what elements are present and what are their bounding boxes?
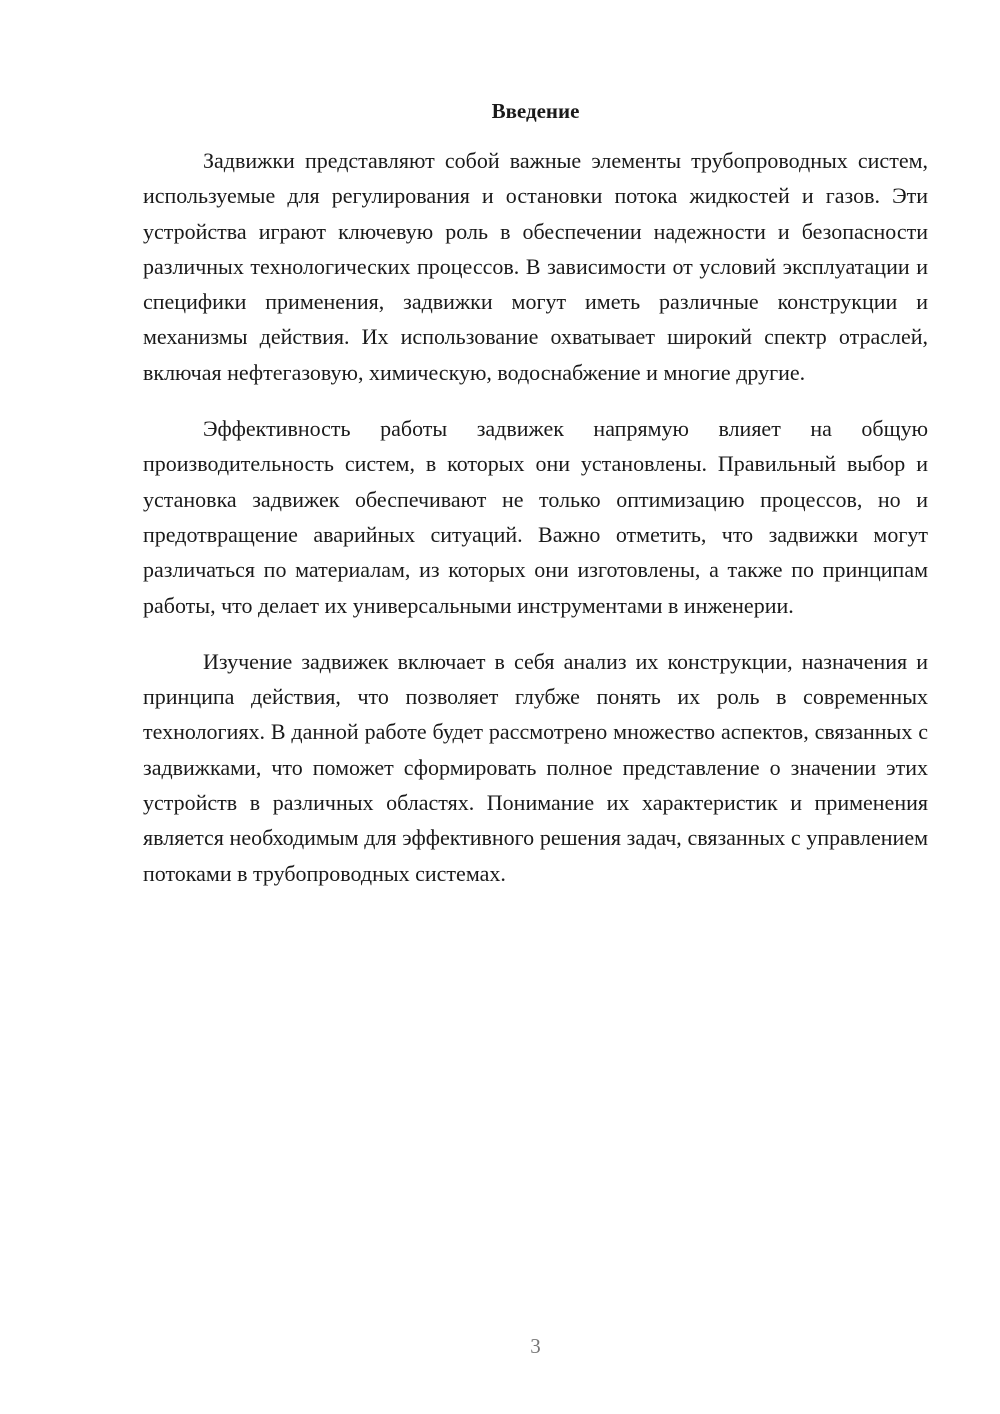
- body-text: [143, 143, 928, 912]
- page-number: 3: [530, 1334, 541, 1358]
- paragraph-1: Задвижки представляют собой важные элементы трубопроводных систем, используемые для регулирования и остановки потока жидкостей и газов. Эти устройства играют ключевую роль в обеспечении надежности и безопасности различных технологических процессов. В зависимости от условий эксплуатации и специфики применения, задвижки могут иметь различные конструкции и механизмы действия. Их использование охватывает широкий спектр отраслей, включая нефтегазовую, химическую, водоснабжение и многие другие.: [143, 148, 928, 385]
- paragraph-3: Изучение задвижек включает в себя анализ их конструкции, назначения и принципа действия, что позволяет глубже понять их роль в современных технологиях. В данной работе будет рассмотрено множество аспектов, связанных с задвижками, что поможет сформировать полное представление о значении этих устройств в различных областях. Понимание их характеристик и применения является необходимым для эффективного решения задач, связанных с управлением потоками в трубопроводных системах.: [143, 648, 928, 886]
- paragraph-2: Эффективность работы задвижек напрямую влияет на общую производительность систем, в которых они установлены. Правильный выбор и установка задвижек обеспечивают не только оптимизацию процессов, но и предотвращение аварийных ситуаций. Важно отметить, что задвижки могут различаться по материалам, из которых они изготовлены, а также по принципам работы, что делает их универсальными инструментами в инженерии.: [143, 416, 928, 618]
- section-heading: Введение: [491, 99, 580, 123]
